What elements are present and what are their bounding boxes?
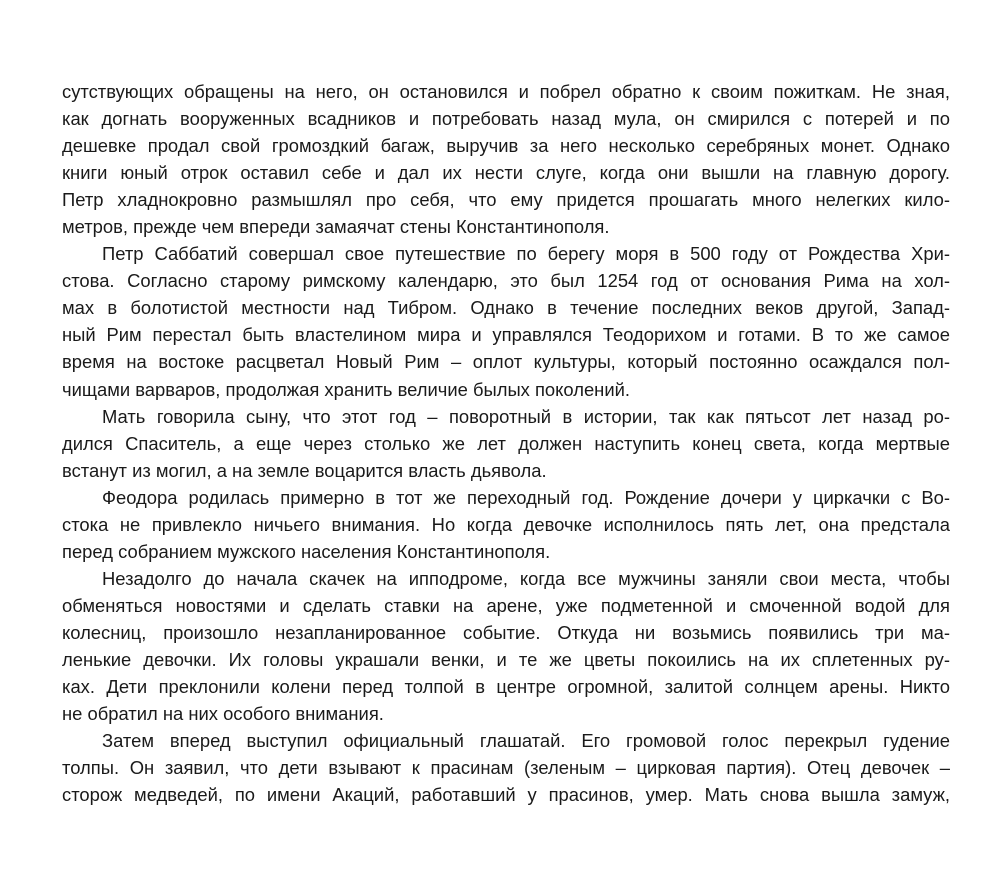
text-line: ный Рим перестал быть властелином мира и управлялся Теодорихом и готами. В то же самое	[62, 324, 950, 346]
text-line: не обратил на них особого внимания.	[62, 703, 384, 725]
text-line: сторож медведей, по имени Акаций, работавший у прасинов, умер. Мать снова вышла замуж,	[62, 784, 950, 806]
text-line: мах в болотистой местности над Тибром. Однако в течение последних веков другой, Запад-	[62, 297, 950, 319]
text-line: Мать говорила сыну, что этот год – поворотный в истории, так как пятьсот лет назад ро-	[102, 405, 950, 427]
text-line: дешевке продал свой громоздкий багаж, выручив за него несколько серебряных монет. Однако	[62, 135, 950, 157]
text-line: ленькие девочки. Их головы украшали венки, и те же цветы покоились на их сплетенных ру-	[62, 648, 950, 670]
text-line: стока не привлекло ничьего внимания. Но когда девочке исполнилось пять лет, она предстала	[62, 513, 950, 535]
text-line: метров, прежде чем впереди замаячат стены Константинополя.	[62, 216, 610, 238]
text-line: Петр Саббатий совершал свое путешествие по берегу моря в 500 году от Рождества Хри-	[102, 243, 950, 265]
text-line: Петр хладнокровно размышлял про себя, что ему придется прошагать много нелегких кило-	[62, 189, 950, 211]
text-line: толпы. Он заявил, что дети взывают к прасинам (зеленым – цирковая партия). Отец девочек –	[62, 757, 950, 779]
text-line: обменяться новостями и сделать ставки на арене, уже подметенной и смоченной водой для	[62, 594, 950, 616]
text-line: ках. Дети преклонили колени перед толпой в центре огромной, залитой солнцем арены. Никто	[62, 676, 950, 698]
text-line: Незадолго до начала скачек на ипподроме, когда все мужчины заняли свои места, чтобы	[102, 567, 950, 589]
text-line: Феодора родилась примерно в тот же переходный год. Рождение дочери у циркачки с Во-	[102, 486, 950, 508]
text-body	[62, 78, 950, 808]
text-line: перед собранием мужского населения Константинополя.	[62, 540, 551, 562]
text-line: встанут из могил, а на земле воцарится власть дьявола.	[62, 459, 547, 481]
text-line: сутствующих обращены на него, он остановился и побрел обратно к своим пожиткам. Не зная,	[62, 81, 950, 102]
text-line: стова. Согласно старому римскому календарю, это был 1254 год от основания Рима на хол-	[62, 270, 950, 292]
text-line: дился Спаситель, а еще через столько же лет должен наступить конец света, когда мертвые	[62, 432, 950, 454]
text-line: книги юный отрок оставил себе и дал их нести слуге, когда они вышли на главную дорогу.	[62, 162, 950, 184]
text-line: чищами варваров, продолжая хранить величие былых поколений.	[62, 378, 630, 400]
text-line: как догнать вооруженных всадников и потребовать назад мула, он смирился с потерей и по	[62, 108, 950, 130]
text-line: колесниц, произошло незапланированное событие. Откуда ни возьмись появились три ма-	[62, 621, 950, 643]
text-line: время на востоке расцветал Новый Рим – оплот культуры, который постоянно осаждался пол-	[62, 351, 950, 373]
text-line: Затем вперед выступил официальный глашатай. Его громовой голос перекрыл гудение	[102, 730, 950, 752]
